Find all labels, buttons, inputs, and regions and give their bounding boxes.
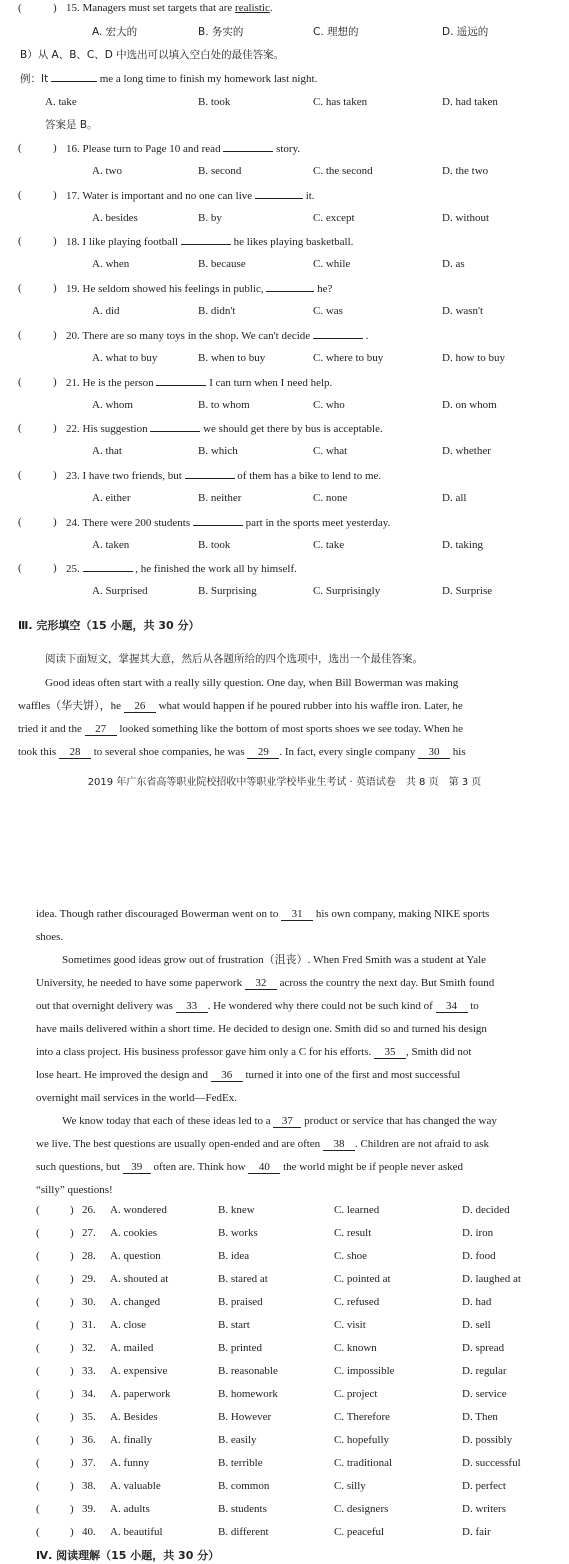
question-options bbox=[0, 490, 569, 506]
option-b: B. students bbox=[218, 1503, 267, 1515]
answer-blank bbox=[185, 467, 235, 479]
option-a: A. close bbox=[110, 1319, 147, 1331]
option-b: B. start bbox=[218, 1319, 250, 1331]
option-c: C. learned bbox=[334, 1204, 380, 1216]
option-b: B. which bbox=[198, 445, 238, 458]
cloze-option-row: ( ) 37. A. funny B. terrible C. traditional D. successful bbox=[36, 1457, 521, 1469]
option-b: B. neither bbox=[198, 491, 242, 504]
option-b: B. stared at bbox=[218, 1273, 268, 1285]
passage-line: tried it and the 27 looked something like the bottom of most sports shoes we see today. When he bbox=[18, 723, 464, 735]
question-options bbox=[0, 303, 569, 319]
answer-blank bbox=[156, 374, 206, 386]
answer-blank bbox=[51, 70, 97, 82]
page-footer: 2019 年广东省高等职业院校招收中等职业学校毕业生考试 · 英语试卷 共 8 页 第 3 页 bbox=[87, 777, 482, 788]
option-c: C. impossible bbox=[334, 1365, 395, 1377]
option-b: B. took bbox=[198, 538, 231, 551]
question-stem: ( ) 18. I like playing football he likes playing basketball. bbox=[18, 235, 354, 249]
option-a: A. valuable bbox=[110, 1480, 161, 1492]
option-c: C. what bbox=[313, 445, 348, 458]
option-a: A. Surprised bbox=[92, 585, 148, 598]
question-stem: ( ) 22. His suggestion we should get there by bus is acceptable. bbox=[18, 422, 383, 436]
question-stem: ( ) 19. He seldom showed his feelings in public, he? bbox=[18, 282, 333, 296]
cloze-option-row: ( ) 33. A. expensive B. reasonable C. impossible D. regular bbox=[36, 1365, 507, 1377]
option-d: D. had bbox=[462, 1296, 492, 1308]
option-a: A. what to buy bbox=[92, 351, 158, 364]
answer-blank bbox=[150, 420, 200, 432]
option-d: D. food bbox=[462, 1250, 496, 1262]
question-stem: ( ) 21. He is the person I can turn when I need help. bbox=[18, 375, 333, 389]
question-options bbox=[0, 163, 569, 179]
option-a: A. Besides bbox=[110, 1411, 158, 1423]
option-b: B. common bbox=[218, 1480, 270, 1492]
cloze-blank: 27 bbox=[85, 724, 117, 736]
option-d: D. fair bbox=[462, 1526, 491, 1538]
option-c: C. silly bbox=[334, 1480, 366, 1492]
option-a: A. did bbox=[92, 305, 120, 318]
question-options bbox=[0, 397, 569, 413]
option-a: A. beautiful bbox=[110, 1526, 163, 1538]
option-b: B. reasonable bbox=[218, 1365, 278, 1377]
answer-blank bbox=[313, 327, 363, 339]
example-options: A. take B. took C. has taken D. had taken bbox=[45, 96, 498, 108]
cloze-option-row: ( ) 28. A. question B. idea C. shoe D. food bbox=[36, 1250, 496, 1262]
option-d: D. successful bbox=[462, 1457, 521, 1469]
option-b: B. easily bbox=[218, 1434, 257, 1446]
option-c: C. visit bbox=[334, 1319, 366, 1331]
option-d: D. writers bbox=[462, 1503, 506, 1515]
passage-line: took this 28 to several shoe companies, he was 29 . In fact, every single company 30 his bbox=[18, 746, 466, 758]
option-d: D. the two bbox=[442, 165, 489, 177]
cloze-option-row: ( ) 40. A. beautiful B. different C. peaceful D. fair bbox=[36, 1526, 491, 1538]
option-a: A. two bbox=[92, 165, 122, 177]
passage-line: Good ideas often start with a really silly question. One day, when Bill Bowerman was making bbox=[45, 677, 459, 689]
cloze-blank: 35 bbox=[374, 1047, 406, 1059]
question-options bbox=[0, 210, 569, 226]
question-options bbox=[0, 537, 569, 553]
option-b: B. idea bbox=[218, 1250, 250, 1262]
exam-page-4 bbox=[0, 896, 569, 1563]
question-options bbox=[0, 256, 569, 272]
option-d: D. iron bbox=[462, 1227, 494, 1239]
option-d: D. spread bbox=[462, 1342, 505, 1354]
option-c: C. Therefore bbox=[334, 1411, 390, 1423]
option-d: D. wasn't bbox=[442, 305, 484, 318]
cloze-blank: 29 bbox=[247, 747, 279, 759]
option-a: A. shouted at bbox=[110, 1273, 169, 1285]
option-d: D. perfect bbox=[462, 1480, 506, 1492]
passage-line: into a class project. His business professor gave him only a C for his efforts. 35 , Smith did not bbox=[36, 1046, 472, 1058]
cloze-option-row: ( ) 27. A. cookies B. works C. result D. iron bbox=[36, 1227, 494, 1239]
option-c: C. pointed at bbox=[334, 1273, 391, 1285]
section-3-instructions: 阅读下面短文，掌握其大意，然后从各题所给的四个选项中，选出一个最佳答案。 bbox=[45, 653, 423, 665]
cloze-blank: 31 bbox=[281, 909, 313, 921]
option-d: D. taking bbox=[442, 538, 483, 551]
passage-line: “silly” questions! bbox=[36, 1184, 113, 1196]
cloze-blank: 26 bbox=[124, 701, 156, 713]
option-d: D. on whom bbox=[442, 398, 497, 411]
cloze-option-row: ( ) 38. A. valuable B. common C. silly D. perfect bbox=[36, 1480, 506, 1492]
option-b: B. homework bbox=[218, 1388, 278, 1400]
question-15-stem: ( ) 15. Managers must set targets that are realistic. bbox=[18, 2, 273, 14]
option-d: D. as bbox=[442, 258, 465, 271]
section-4-title: Ⅳ. 阅读理解（15 小题，共 30 分） bbox=[36, 1549, 220, 1562]
option-d: D. decided bbox=[462, 1204, 510, 1216]
section-b-instructions: B）从 A、B、C、D 中选出可以填入空白处的最佳答案。 bbox=[20, 49, 285, 61]
option-b: B. by bbox=[198, 211, 222, 224]
option-c: C. project bbox=[334, 1388, 378, 1400]
cloze-option-row: ( ) 31. A. close B. start C. visit D. sell bbox=[36, 1319, 491, 1331]
passage-line: shoes. bbox=[36, 931, 64, 943]
option-b: B. terrible bbox=[218, 1457, 263, 1469]
option-b: B. to whom bbox=[198, 398, 250, 411]
option-c: C. traditional bbox=[334, 1457, 393, 1469]
question-options bbox=[0, 443, 569, 459]
option-b: B. didn't bbox=[198, 305, 236, 318]
cloze-blank: 33 bbox=[176, 1001, 208, 1013]
option-d: D. whether bbox=[442, 445, 491, 458]
cloze-blank: 34 bbox=[436, 1001, 468, 1013]
option-c: C. hopefully bbox=[334, 1434, 389, 1446]
passage-line: overnight mail services in the world—FedEx. bbox=[36, 1092, 238, 1104]
option-a: A. finally bbox=[110, 1434, 153, 1446]
option-a: A. taken bbox=[92, 538, 130, 551]
option-c: C. except bbox=[313, 211, 355, 224]
option-a: A. mailed bbox=[110, 1342, 154, 1354]
passage-line: idea. Though rather discouraged Bowerman went on to 31 his own company, making NIKE sports bbox=[36, 908, 490, 920]
option-b: B. second bbox=[198, 165, 242, 177]
cloze-option-row: ( ) 36. A. finally B. easily C. hopefully D. possibly bbox=[36, 1434, 513, 1446]
option-c: C. the second bbox=[313, 165, 373, 177]
option-c: C. peaceful bbox=[334, 1526, 385, 1538]
answer-blank bbox=[181, 233, 231, 245]
option-a: A. either bbox=[92, 491, 131, 504]
section-3-title: Ⅲ. 完形填空（15 小题，共 30 分） bbox=[18, 619, 200, 632]
cloze-option-row: ( ) 39. A. adults B. students C. designers D. writers bbox=[36, 1503, 506, 1515]
option-b: B. because bbox=[198, 258, 246, 271]
passage-line: such questions, but 39 often are. Think how 40 the world might be if people never asked bbox=[36, 1161, 464, 1173]
option-c: C. result bbox=[334, 1227, 372, 1239]
passage-line: out that overnight delivery was 33 . He wondered why there could not be such kind of 34 to bbox=[36, 1000, 479, 1012]
cloze-blank: 38 bbox=[323, 1139, 355, 1151]
cloze-option-row: ( ) 29. A. shouted at B. stared at C. pointed at D. laughed at bbox=[36, 1273, 521, 1285]
passage-line: waffles（华夫饼），he 26 what would happen if he poured rubber into his waffle iron. Later, he bbox=[18, 700, 463, 712]
passage-line: We know today that each of these ideas led to a 37 product or service that has changed the way bbox=[62, 1115, 497, 1127]
option-a: A. when bbox=[92, 258, 130, 271]
question-15-options: A. 宏大的 B. 务实的 C. 理想的 D. 遥远的 bbox=[92, 26, 489, 38]
option-a: A. besides bbox=[92, 211, 138, 224]
option-b: B. praised bbox=[218, 1296, 263, 1308]
option-d: D. sell bbox=[462, 1319, 491, 1331]
option-d: D. how to buy bbox=[442, 351, 505, 364]
option-c: C. shoe bbox=[334, 1250, 367, 1262]
cloze-option-row: ( ) 26. A. wondered B. knew C. learned D. decided bbox=[36, 1204, 510, 1216]
question-options bbox=[0, 583, 569, 599]
option-a: A. wondered bbox=[110, 1204, 167, 1216]
example-stem: 例：It me a long time to finish my homework last night. bbox=[0, 70, 569, 86]
option-a: A. funny bbox=[110, 1457, 150, 1469]
question-stem: ( ) 17. Water is important and no one can live it. bbox=[18, 188, 315, 202]
option-c: C. refused bbox=[334, 1296, 380, 1308]
passage-line: we live. The best questions are usually open-ended and are often 38 . Children are not afraid to ask bbox=[36, 1138, 490, 1150]
option-b: B. printed bbox=[218, 1342, 262, 1354]
passage-line: have mails delivered within a short time. He decided to design one. Smith did so and turned his design bbox=[36, 1023, 487, 1035]
cloze-blank: 39 bbox=[123, 1162, 151, 1174]
answer-blank bbox=[266, 280, 314, 292]
option-b: B. Surprising bbox=[198, 585, 257, 598]
cloze-blank: 36 bbox=[211, 1070, 243, 1082]
option-b: B. different bbox=[218, 1526, 269, 1538]
option-d: D. all bbox=[442, 491, 467, 504]
answer-blank bbox=[83, 560, 133, 572]
option-a: A. that bbox=[92, 445, 122, 458]
option-b: B. knew bbox=[218, 1204, 255, 1216]
option-a: A. expensive bbox=[110, 1365, 168, 1377]
option-c: C. none bbox=[313, 491, 348, 504]
option-d: D. without bbox=[442, 211, 490, 224]
option-b: B. when to buy bbox=[198, 351, 266, 364]
passage-line: Sometimes good ideas grow out of frustration（沮丧）. When Fred Smith was a student at Yale bbox=[62, 954, 487, 966]
option-c: C. Surprisingly bbox=[313, 585, 381, 598]
cloze-option-row: ( ) 35. A. Besides B. However C. Therefore D. Then bbox=[36, 1411, 498, 1423]
question-stem: ( ) 16. Please turn to Page 10 and read story. bbox=[18, 142, 301, 155]
option-c: C. take bbox=[313, 538, 345, 551]
question-stem: ( ) 24. There were 200 students part in the sports meet yesterday. bbox=[18, 515, 391, 529]
option-c: C. designers bbox=[334, 1503, 389, 1515]
option-a: A. whom bbox=[92, 398, 133, 411]
option-b: B. works bbox=[218, 1227, 258, 1239]
option-a: A. question bbox=[110, 1250, 161, 1262]
option-d: D. service bbox=[462, 1388, 507, 1400]
option-c: C. was bbox=[313, 305, 343, 318]
option-d: D. regular bbox=[462, 1365, 507, 1377]
question-options bbox=[0, 350, 569, 366]
option-c: C. who bbox=[313, 398, 345, 411]
question-stem: ( ) 23. I have two friends, but of them has a bike to lend to me. bbox=[18, 468, 382, 482]
cloze-blank: 37 bbox=[273, 1116, 301, 1128]
question-stem: ( ) 20. There are so many toys in the shop. We can't decide . bbox=[18, 328, 369, 342]
option-c: C. where to buy bbox=[313, 351, 384, 364]
option-c: C. known bbox=[334, 1342, 377, 1354]
cloze-option-row: ( ) 34. A. paperwork B. homework C. project D. service bbox=[36, 1388, 507, 1400]
option-a: A. cookies bbox=[110, 1227, 158, 1239]
option-c: C. while bbox=[313, 258, 351, 271]
cloze-blank: 32 bbox=[245, 978, 277, 990]
option-a: A. changed bbox=[110, 1296, 161, 1308]
option-a: A. adults bbox=[110, 1503, 150, 1515]
answer-blank bbox=[193, 514, 243, 526]
cloze-option-row: ( ) 30. A. changed B. praised C. refused D. had bbox=[36, 1296, 492, 1308]
question-stem: ( ) 25. , he finished the work all by himself. bbox=[18, 562, 297, 576]
answer-blank bbox=[223, 140, 273, 152]
option-b: B. However bbox=[218, 1411, 272, 1423]
answer-blank bbox=[255, 187, 303, 199]
option-d: D. possibly bbox=[462, 1434, 513, 1446]
cloze-blank: 40 bbox=[248, 1162, 280, 1174]
option-d: D. laughed at bbox=[462, 1273, 521, 1285]
option-d: D. Then bbox=[462, 1411, 498, 1423]
cloze-blank: 28 bbox=[59, 747, 91, 759]
passage-line: lose heart. He improved the design and 36 turned it into one of the first and most successful bbox=[36, 1069, 461, 1081]
underlined-word: realistic bbox=[235, 2, 270, 14]
option-d: D. Surprise bbox=[442, 585, 493, 598]
option-a: A. paperwork bbox=[110, 1388, 171, 1400]
passage-line: University, he needed to have some paperwork 32 across the country the next day. But Smith found bbox=[36, 977, 495, 989]
cloze-option-row: ( ) 32. A. mailed B. printed C. known D. spread bbox=[36, 1342, 505, 1354]
cloze-blank: 30 bbox=[418, 747, 450, 759]
example-answer: 答案是 B。 bbox=[45, 119, 98, 131]
